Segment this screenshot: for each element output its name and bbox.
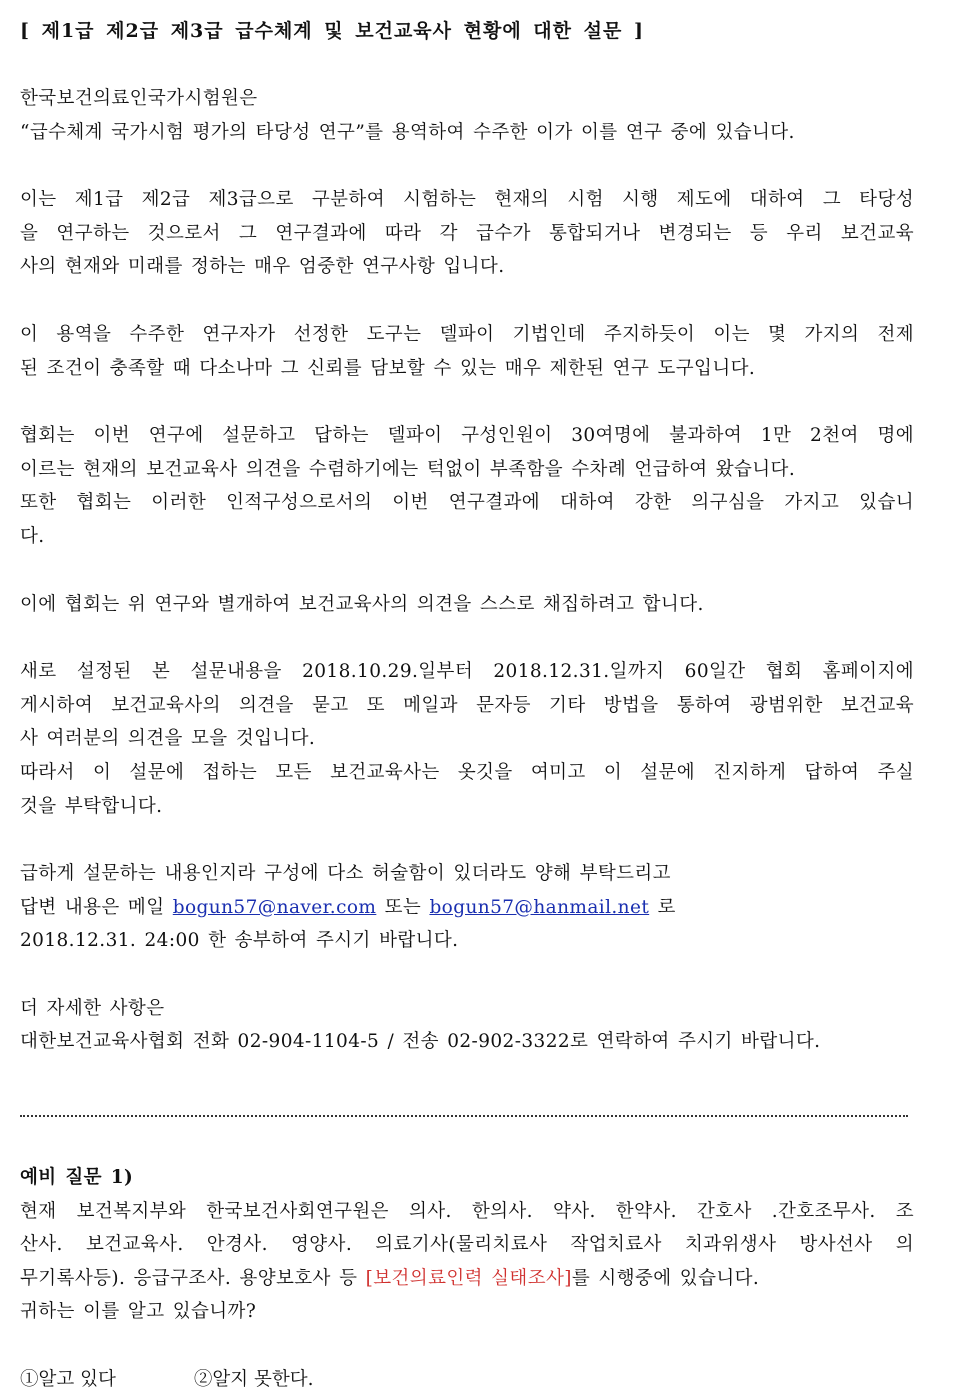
paragraph-line: 것을 부탁합니다. (20, 795, 163, 817)
paragraph-schedule (20, 655, 914, 823)
question-line (20, 1262, 914, 1296)
answer-options (20, 1363, 914, 1397)
paragraph-line: 이는 제1급 제2급 제3급으로 구분하여 시험하는 현재의 시험 시행 제도에 대하여 그 타당성 (20, 189, 914, 211)
email-link-naver[interactable]: bogun57@naver.com (172, 896, 377, 918)
intro-paragraph (20, 82, 914, 149)
question-line: 현재 보건복지부와 한국보건사회연구원은 의사. 한의사. 약사. 한약사. 간호사 .간호조무사. 조 (20, 1200, 914, 1222)
paragraph-line: 다. (20, 525, 45, 547)
paragraph-line: 사의 현재와 미래를 정하는 매우 엄중한 연구사항 입니다. (20, 256, 505, 278)
email-line-text: 로 (649, 896, 676, 918)
survey-document (20, 14, 914, 1397)
paragraph-line: 이르는 현재의 보건교육사 의견을 수렴하기에는 턱없이 부족함을 수차례 언급하여 왔습니다. (20, 458, 796, 480)
paragraph-line: 을 연구하는 것으로서 그 연구결과에 따라 각 급수가 통합되거나 변경되는 등 우리 보건교육 (20, 222, 914, 244)
paragraph-line: 게시하여 보건교육사의 의견을 묻고 또 메일과 문자등 기타 방법을 통하여 광범위한 보건교육 (20, 694, 914, 716)
paragraph-line: 급하게 설문하는 내용인지라 구성에 다소 허술함이 있더라도 양해 부탁드리고 (20, 863, 671, 885)
paragraph-line: 2018.12.31. 24:00 한 송부하여 주시기 바랍니다. (20, 930, 459, 952)
email-line-text: 답변 내용은 메일 (20, 896, 173, 918)
question-line: 산사. 보건교육사. 안경사. 영양사. 의료기사(물리치료사 작업치료사 치과위생사 방사선사 의 (20, 1234, 914, 1256)
email-line-text: 또는 (376, 896, 430, 918)
paragraph-concern (20, 419, 914, 553)
question-block (20, 1161, 914, 1329)
dotted-divider (20, 1093, 914, 1127)
document-title: [ 제1급 제2급 제3급 급수체계 및 보건교육사 현황에 대한 설문 ] (20, 20, 644, 42)
email-line (20, 891, 914, 925)
intro-line: “급수체계 국가시험 평가의 타당성 연구”를 용역하여 수주한 이가 이를 연구 중에 있습니다. (20, 121, 795, 143)
paragraph-collection (20, 588, 914, 622)
question-text: 를 시행중에 있습니다. (571, 1267, 760, 1289)
paragraph-line: 이에 협회는 위 연구와 별개하여 보건교육사의 의견을 스스로 채집하려고 합니다. (20, 593, 704, 615)
paragraph-delphi (20, 318, 914, 385)
paragraph-line: 더 자세한 사항은 (20, 997, 165, 1019)
paragraph-line: 된 조건이 충족할 때 다소나마 그 신뢰를 담보할 수 있는 매우 제한된 연구 도구입니다. (20, 357, 756, 379)
question-text: 무기록사등). 응급구조사. 용양보호사 등 (20, 1267, 366, 1289)
survey-name-highlight: [보건의료인력 실태조사] (365, 1267, 572, 1289)
option-know[interactable]: ①알고 있다 (20, 1369, 116, 1391)
question-heading: 예비 질문 1) (20, 1167, 134, 1189)
contact-line: 대한보건교육사협회 전화 02-904-1104-5 / 전송 02-902-3322로 연락하여 주시기 바랍니다. (20, 1031, 821, 1053)
paragraph-line: 또한 협회는 이러한 인적구성으로서의 이번 연구결과에 대하여 강한 의구심을 가지고 있습니 (20, 492, 914, 514)
paragraph-contact (20, 992, 914, 1059)
paragraph-line: 사 여러분의 의견을 모을 것입니다. (20, 728, 316, 750)
email-link-hanmail[interactable]: bogun57@hanmail.net (429, 896, 650, 918)
paragraph-line: 새로 설정된 본 설문내용을 2018.10.29.일부터 2018.12.31.일까지 60일간 협회 홈페이지에 (20, 661, 914, 683)
paragraph-line: 이 용역을 수주한 연구자가 선정한 도구는 델파이 기법인데 주지하듯이 이는 몇 가지의 전제 (20, 323, 914, 345)
option-dont-know[interactable]: ②알지 못한다. (193, 1369, 314, 1391)
intro-line: 한국보건의료인국가시험원은 (20, 88, 258, 109)
paragraph-purpose (20, 183, 914, 284)
question-prompt: 귀하는 이를 알고 있습니까? (20, 1301, 257, 1323)
paragraph-reply (20, 857, 914, 958)
paragraph-line: 협회는 이번 연구에 설문하고 답하는 델파이 구성인원이 30여명에 불과하여 1만 2천여 명에 (20, 425, 914, 447)
paragraph-line: 따라서 이 설문에 접하는 모든 보건교육사는 옷깃을 여미고 이 설문에 진지하게 답하여 주실 (20, 761, 914, 783)
